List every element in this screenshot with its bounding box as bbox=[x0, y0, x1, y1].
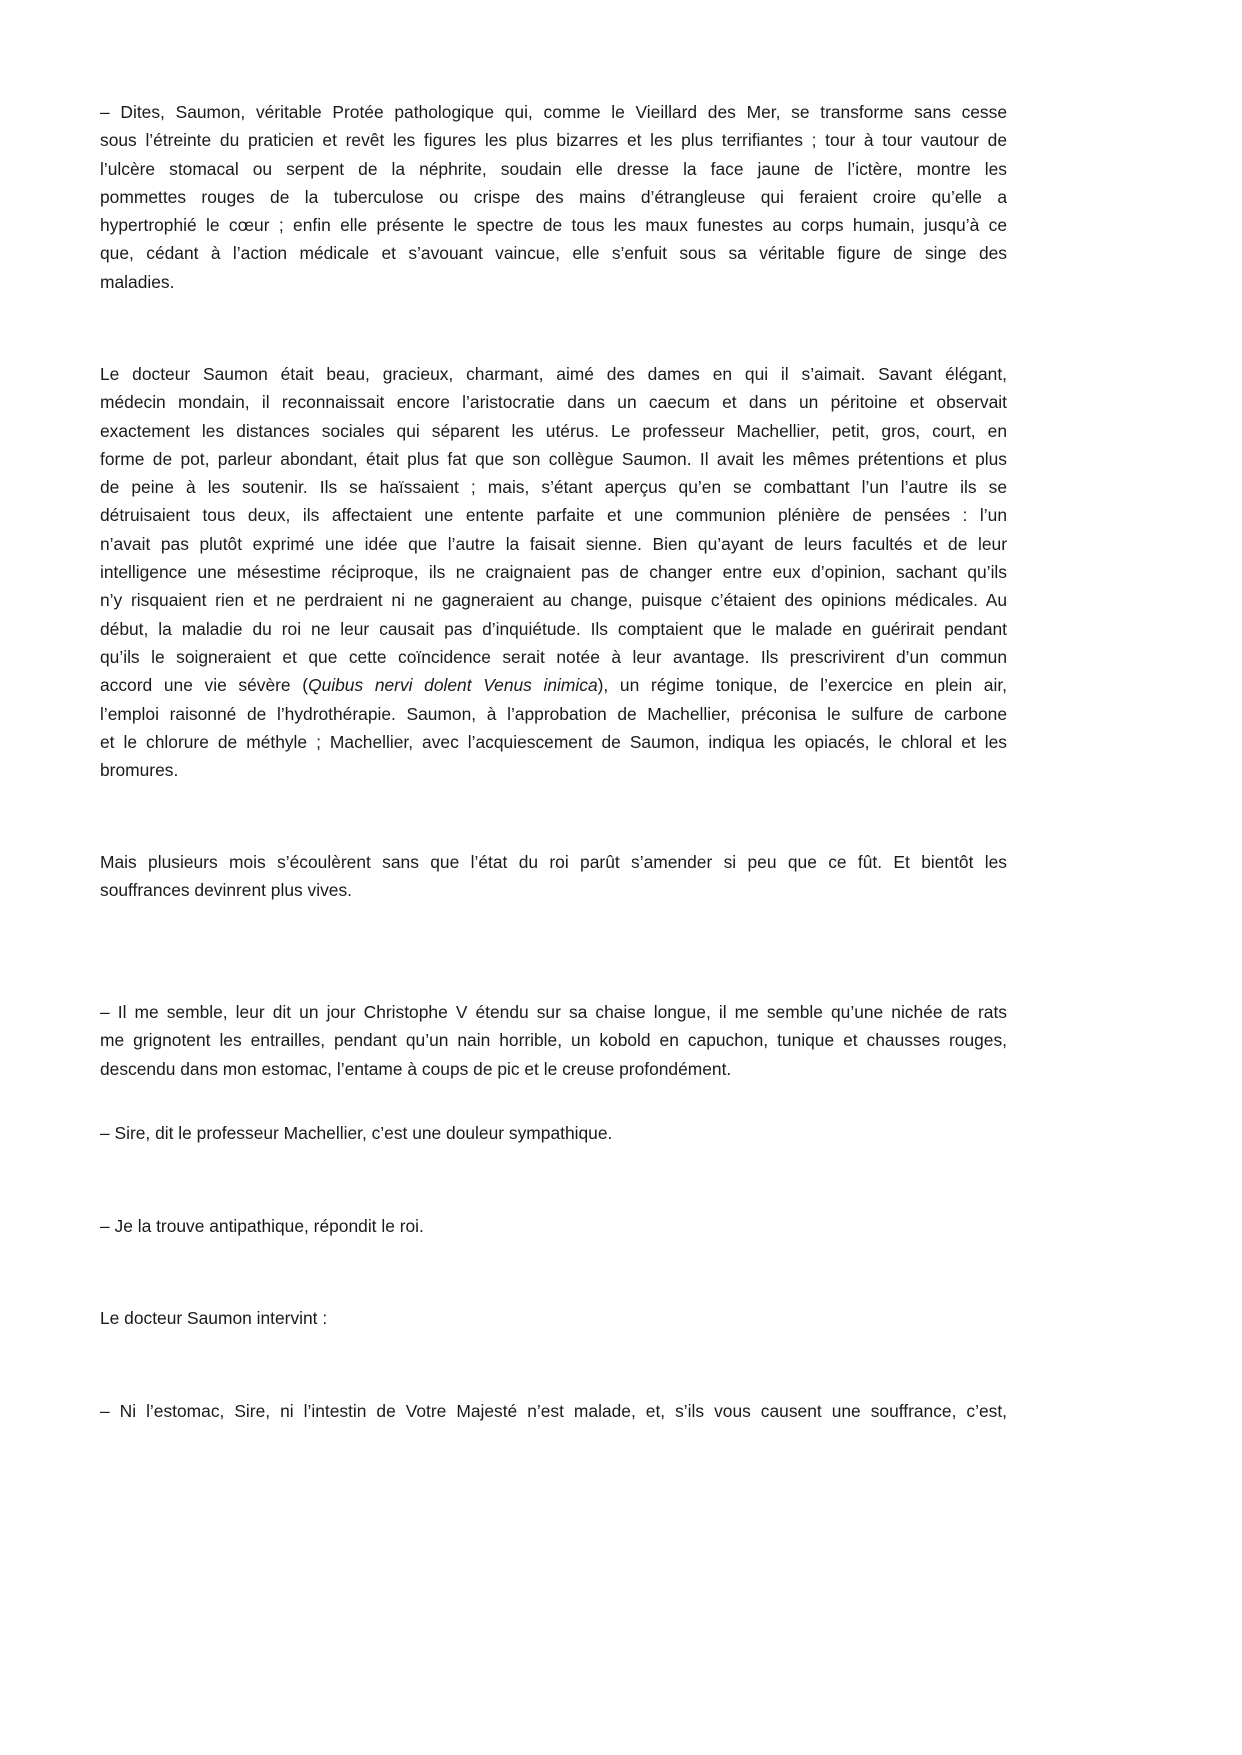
text-line: pommettes rouges de la tuberculose ou crispe des mains d’étrangleuse qui feraient croire qu’elle a bbox=[100, 186, 1007, 207]
text-line: maladies. bbox=[100, 271, 175, 292]
text-line: l’ulcère stomacal ou serpent de la néphrite, soudain elle dresse la face jaune de l’ictère, montre les bbox=[100, 158, 1007, 179]
italic-quote: Quibus nervi dolent Venus inimica bbox=[308, 675, 598, 696]
text-line: détruisaient tous deux, ils affectaient une entente parfaite et une communion plénière de pensées : l’un bbox=[100, 505, 1007, 526]
text-line bbox=[100, 671, 1007, 699]
text-line: sous l’étreinte du praticien et revêt les figures les plus bizarres et les plus terrifiantes ; tour à tour vautour de bbox=[100, 130, 1007, 151]
text-line: bromures. bbox=[100, 760, 179, 781]
text-line: qu’ils le soigneraient et que cette coïncidence serait notée à leur avantage. Ils prescrivirent d’un commun bbox=[100, 646, 1007, 667]
text-line: – Ni l’estomac, Sire, ni l’intestin de Votre Majesté n’est malade, et, s’ils vous causent une souffrance, c’est, bbox=[100, 1401, 1007, 1421]
paragraph bbox=[100, 998, 1007, 1083]
text-line: exactement les distances sociales qui séparent les utérus. Le professeur Machellier, petit, gros, court, en bbox=[100, 420, 1007, 441]
text-line: me grignotent les entrailles, pendant qu’un nain horrible, un kobold en capuchon, tunique et chausses rouges, bbox=[100, 1030, 1007, 1051]
text-line: souffrances devinrent plus vives. bbox=[100, 880, 352, 901]
text-line: de peine à les soutenir. Ils se haïssaient ; mais, s’étant aperçus qu’en se combattant l’un l’autre ils se bbox=[100, 477, 1007, 498]
text-segment: accord une vie sévère ( bbox=[100, 675, 309, 696]
text-line: – Il me semble, leur dit un jour Christophe V étendu sur sa chaise longue, il me semble qu’une nichée de rats bbox=[100, 1002, 1007, 1022]
paragraph bbox=[100, 848, 1007, 905]
paragraph bbox=[100, 1119, 1007, 1147]
paragraph bbox=[100, 1304, 1007, 1332]
paragraph bbox=[100, 98, 1007, 296]
text-line: l’emploi raisonné de l’hydrothérapie. Saumon, à l’approbation de Machellier, préconisa le sulfure de carbone bbox=[100, 703, 1007, 724]
text-line: Le docteur Saumon intervint : bbox=[100, 1308, 328, 1328]
text-line: Mais plusieurs mois s’écoulèrent sans que l’état du roi parût s’amender si peu que ce fût. Et bientôt les bbox=[100, 852, 1007, 872]
paragraph bbox=[100, 360, 1007, 784]
text-line: n’avait pas plutôt exprimé une idée que l’autre la faisait sienne. Bien qu’ayant de leurs facultés et de leur bbox=[100, 533, 1007, 554]
text-line: début, la maladie du roi ne leur causait pas d’inquiétude. Ils comptaient que le malade en guérirait pendant bbox=[100, 618, 1007, 639]
text-line: médecin mondain, il reconnaissait encore l’aristocratie dans un caecum et dans un péritoine et observait bbox=[100, 392, 1007, 413]
text-line: intelligence une mésestime réciproque, ils ne craignaient pas de changer entre eux d’opinion, sachant qu’ils bbox=[100, 562, 1007, 583]
text-line: n’y risquaient rien et ne perdraient ni ne gagneraient au change, puisque c’étaient des opinions médicales. Au bbox=[100, 590, 1007, 611]
text-line: et le chlorure de méthyle ; Machellier, avec l’acquiescement de Saumon, indiqua les opiacés, le chloral et les bbox=[100, 731, 1007, 752]
text-line: – Dites, Saumon, véritable Protée pathologique qui, comme le Vieillard des Mer, se transforme sans cesse bbox=[100, 102, 1007, 122]
text-line: – Sire, dit le professeur Machellier, c’est une douleur sympathique. bbox=[100, 1123, 613, 1143]
text-line: Le docteur Saumon était beau, gracieux, charmant, aimé des dames en qui il s’aimait. Savant élégant, bbox=[100, 364, 1007, 384]
paragraph bbox=[100, 1212, 1007, 1240]
text-line: hypertrophié le cœur ; enfin elle présente le spectre de tous les maux funestes au corps humain, jusqu’à ce bbox=[100, 215, 1007, 236]
text-line: que, cédant à l’action médicale et s’avouant vaincue, elle s’enfuit sous sa véritable figure de singe des bbox=[100, 243, 1007, 264]
text-line: forme de pot, parleur abondant, était plus fat que son collègue Saumon. Il avait les mêmes prétentions et plus bbox=[100, 448, 1007, 469]
text-segment: ), un régime tonique, de l’exercice en plein air, bbox=[597, 675, 1007, 696]
text-line: – Je la trouve antipathique, répondit le roi. bbox=[100, 1216, 424, 1236]
paragraph bbox=[100, 1397, 1007, 1425]
text-line: descendu dans mon estomac, l’entame à coups de pic et le creuse profondément. bbox=[100, 1058, 732, 1079]
